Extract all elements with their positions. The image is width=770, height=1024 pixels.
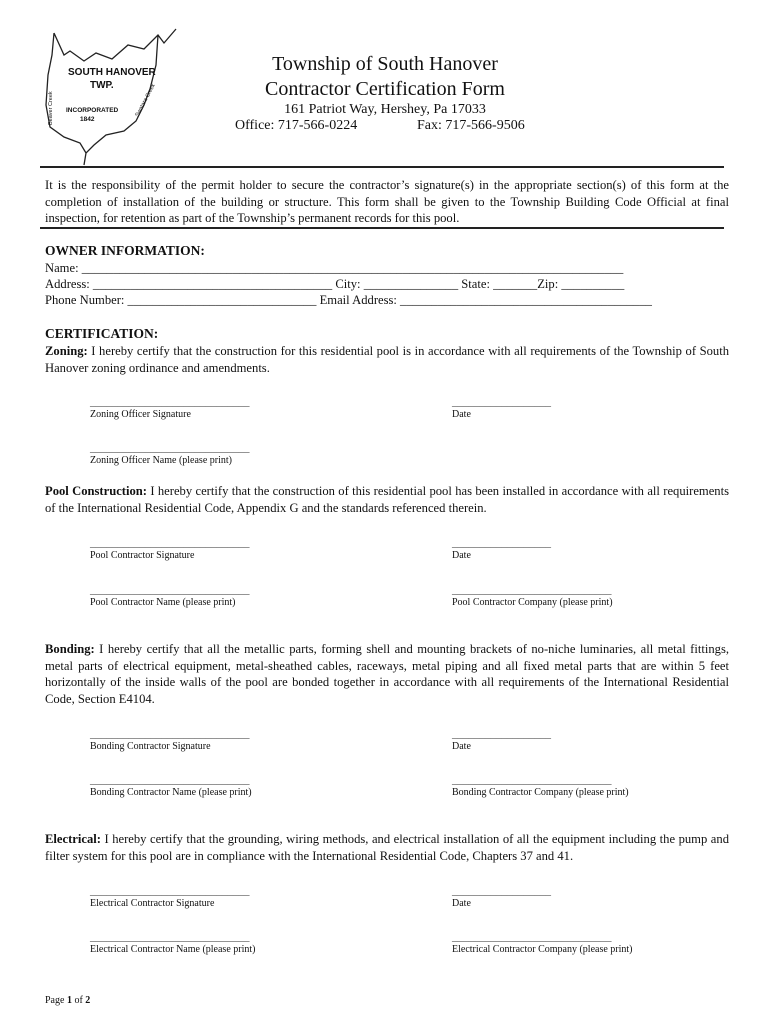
owner-address-field[interactable]: Address: ______________________________________ City: _______________ State: _______Zip: __________ bbox=[45, 277, 625, 291]
name-rule: _____________________________ bbox=[90, 931, 250, 943]
form-title-line1: Township of South Hanover bbox=[272, 53, 498, 75]
form-title-line2: Contractor Certification Form bbox=[265, 78, 505, 100]
zoning-label: Zoning: bbox=[45, 344, 88, 358]
fax-number: Fax: 717-566-9506 bbox=[417, 118, 525, 133]
electrical-name-caption: Electrical Contractor Name (please print) bbox=[90, 944, 256, 955]
township-logo bbox=[40, 25, 190, 170]
pool-name-caption: Pool Contractor Name (please print) bbox=[90, 597, 236, 608]
signature-rule: _____________________________ bbox=[90, 537, 250, 549]
intro-paragraph: It is the responsibility of the permit holder to secure the contractor’s signature(s) in the appropriate section(s) of this form at the completion of installation of the building or structure. This form shall be given to the Township Building Code Official at final inspection, for retention as part of the Township’s permanent records for this pool. bbox=[45, 178, 729, 226]
company-rule: _____________________________ bbox=[452, 584, 612, 596]
bonding-label: Bonding: bbox=[45, 642, 95, 656]
electrical-signature-field[interactable] bbox=[90, 885, 250, 909]
date-rule: __________________ bbox=[452, 728, 551, 740]
name-rule: _____________________________ bbox=[90, 442, 250, 454]
bonding-text: I hereby certify that all the metallic parts, forming shell and mounting brackets of no-niche luminaries, all metal fittings, metal parts of electrical equipment, metal-sheathed cables, raceways, metal piping and all fixed metal parts that are within 5 feet horizontally of the inside walls of the pool are bonded together in accordance with all requirements of the International Residential Code, Section E4104. bbox=[45, 642, 729, 706]
bonding-signature-caption: Bonding Contractor Signature bbox=[90, 741, 211, 752]
intro-divider bbox=[40, 227, 724, 229]
page-number bbox=[45, 995, 90, 1006]
bonding-name-caption: Bonding Contractor Name (please print) bbox=[90, 787, 252, 798]
name-rule: _____________________________ bbox=[90, 584, 250, 596]
pool-signature-caption: Pool Contractor Signature bbox=[90, 550, 195, 561]
logo-year: 1842 bbox=[80, 116, 95, 123]
pool-company-field[interactable] bbox=[452, 584, 613, 608]
zoning-signature-caption: Zoning Officer Signature bbox=[90, 409, 191, 420]
signature-rule: _____________________________ bbox=[90, 728, 250, 740]
electrical-name-field[interactable] bbox=[90, 931, 255, 955]
contact-line bbox=[235, 118, 545, 134]
electrical-date-field[interactable] bbox=[452, 885, 551, 909]
date-rule: __________________ bbox=[452, 396, 551, 408]
logo-name-line2: TWP. bbox=[90, 80, 114, 91]
pool-company-caption: Pool Contractor Company (please print) bbox=[452, 597, 613, 608]
pool-date-caption: Date bbox=[452, 550, 471, 561]
logo-name-line1: SOUTH HANOVER bbox=[68, 67, 156, 78]
electrical-signature-caption: Electrical Contractor Signature bbox=[90, 898, 215, 909]
zoning-text: I hereby certify that the construction for this residential pool is in accordance with all requirements of the Township of South Hanover zoning ordinance and amendments. bbox=[45, 344, 729, 375]
signature-rule: _____________________________ bbox=[90, 885, 250, 897]
zoning-name-caption: Zoning Officer Name (please print) bbox=[90, 455, 232, 466]
zoning-signature-field[interactable] bbox=[90, 396, 250, 420]
pool-name-field[interactable] bbox=[90, 584, 250, 608]
bonding-company-caption: Bonding Contractor Company (please print) bbox=[452, 787, 629, 798]
zoning-name-field[interactable] bbox=[90, 442, 250, 466]
electrical-company-caption: Electrical Contractor Company (please print) bbox=[452, 944, 633, 955]
electrical-date-caption: Date bbox=[452, 898, 471, 909]
bonding-paragraph bbox=[45, 641, 729, 707]
electrical-text: I hereby certify that the grounding, wiring methods, and electrical installation of all the equipment including the pump and filter system for this pool are in compliance with the International Residential Code, Chapters 37 and 41. bbox=[45, 832, 729, 863]
electrical-company-field[interactable] bbox=[452, 931, 633, 955]
logo-incorporated: INCORPORATED bbox=[66, 107, 119, 114]
bonding-date-caption: Date bbox=[452, 741, 471, 752]
bonding-name-field[interactable] bbox=[90, 774, 252, 798]
zoning-paragraph bbox=[45, 343, 729, 376]
owner-info-heading: OWNER INFORMATION: bbox=[45, 243, 205, 258]
owner-phone-email-field[interactable]: Phone Number: ______________________________ Email Address: ________________________________________ bbox=[45, 293, 652, 307]
page-word: Page bbox=[45, 995, 65, 1006]
company-rule: _____________________________ bbox=[452, 931, 612, 943]
zoning-date-caption: Date bbox=[452, 409, 471, 420]
bonding-signature-field[interactable] bbox=[90, 728, 250, 752]
bonding-date-field[interactable] bbox=[452, 728, 551, 752]
page-total: 2 bbox=[85, 995, 91, 1006]
date-rule: __________________ bbox=[452, 537, 551, 549]
page-current: 1 bbox=[66, 995, 72, 1006]
logo-right-label: Swatara Creek bbox=[134, 82, 157, 118]
date-rule: __________________ bbox=[452, 885, 551, 897]
electrical-label: Electrical: bbox=[45, 832, 101, 846]
name-rule: _____________________________ bbox=[90, 774, 250, 786]
pool-construction-paragraph bbox=[45, 483, 729, 516]
pool-signature-field[interactable] bbox=[90, 537, 250, 561]
logo-map-outline bbox=[46, 29, 176, 165]
company-rule: _____________________________ bbox=[452, 774, 612, 786]
owner-name-field[interactable]: Name: ______________________________________________________________________________________ bbox=[45, 261, 624, 275]
pool-construction-label: Pool Construction: bbox=[45, 484, 147, 498]
electrical-paragraph bbox=[45, 831, 729, 864]
of-word: of bbox=[74, 995, 83, 1006]
office-phone: Office: 717-566-0224 bbox=[235, 118, 358, 133]
logo-left-label: Beaver Creek bbox=[48, 91, 54, 125]
bonding-company-field[interactable] bbox=[452, 774, 629, 798]
signature-rule: _____________________________ bbox=[90, 396, 250, 408]
township-address: 161 Patriot Way, Hershey, Pa 17033 bbox=[284, 102, 486, 117]
pool-date-field[interactable] bbox=[452, 537, 551, 561]
pool-construction-text: I hereby certify that the construction of this residential pool has been installed in accordance with all requirements of the International Residential Code, Appendix G and the standards referenced therein. bbox=[45, 484, 729, 515]
header-divider bbox=[40, 166, 724, 168]
zoning-date-field[interactable] bbox=[452, 396, 551, 420]
certification-heading: CERTIFICATION: bbox=[45, 326, 159, 341]
